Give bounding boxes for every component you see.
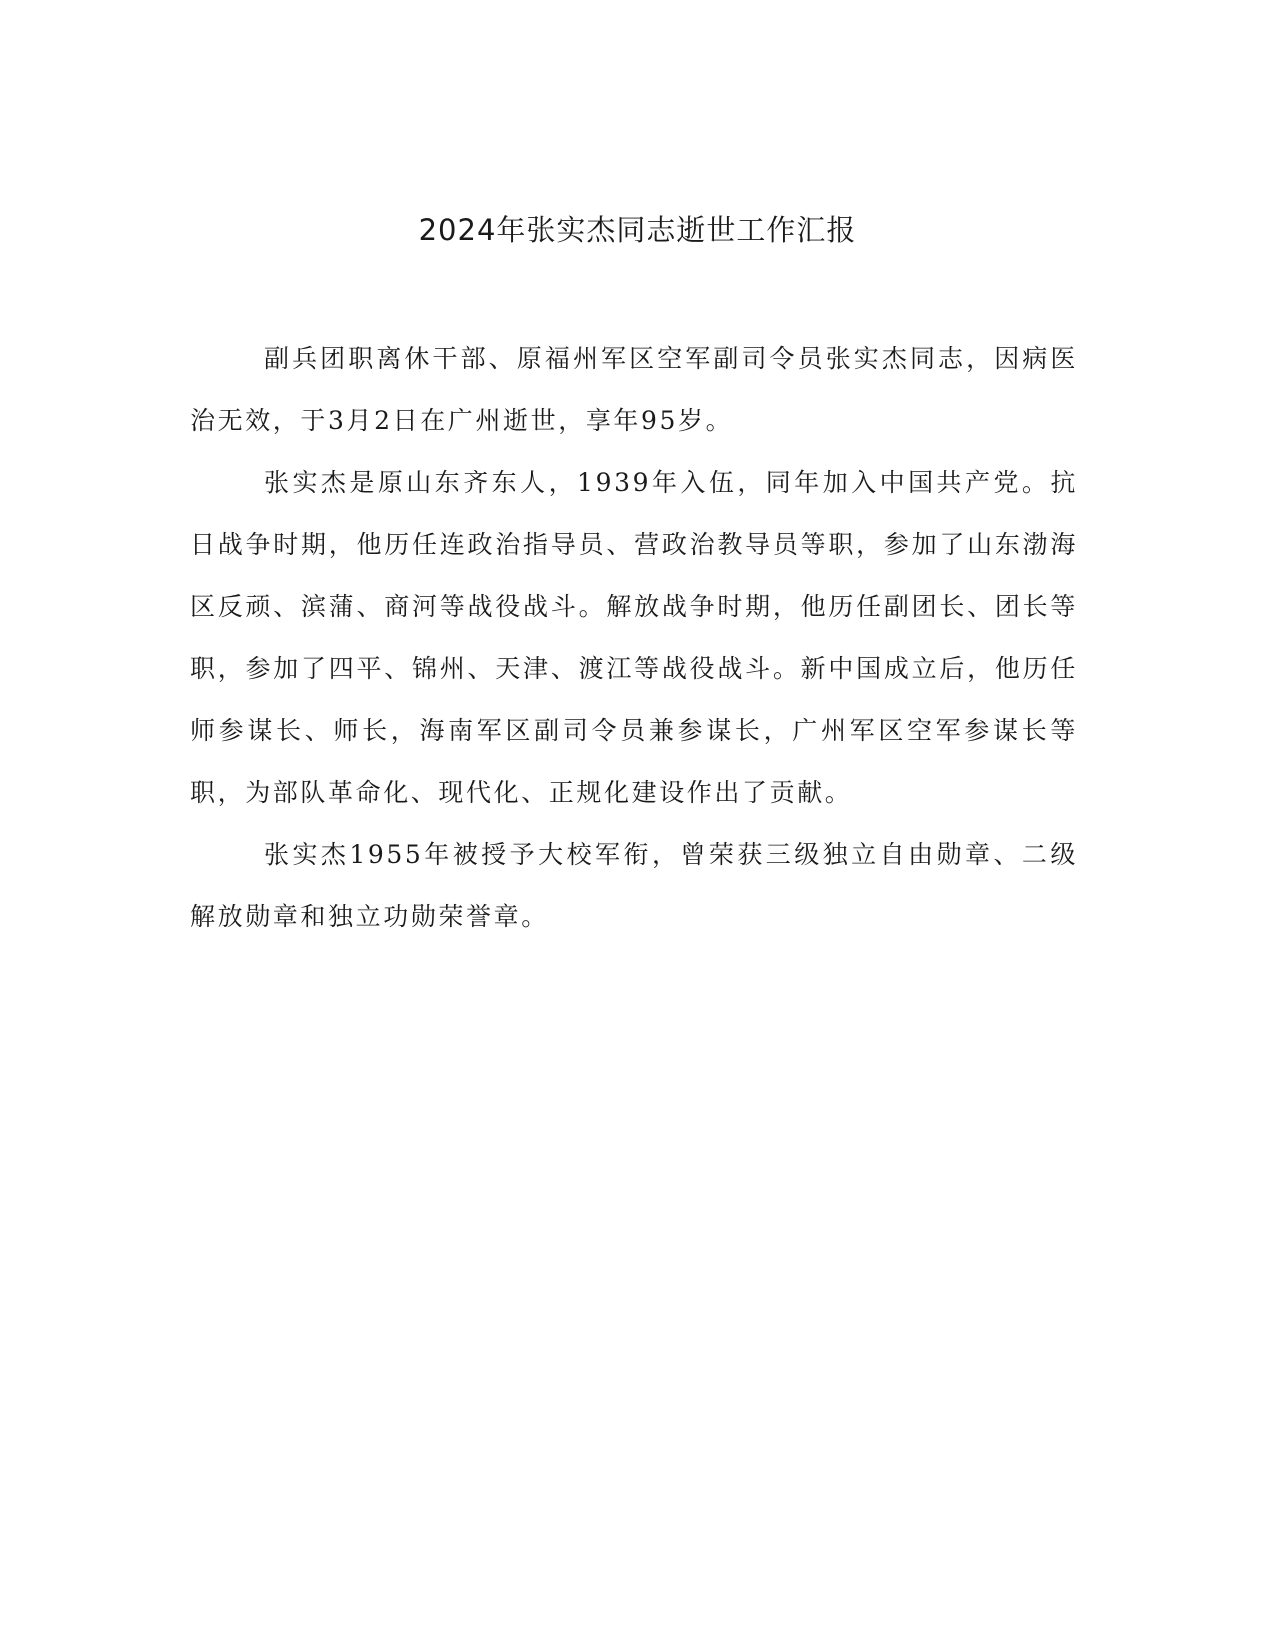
document-title: 2024年张实杰同志逝世工作汇报 (418, 213, 857, 247)
paragraph-honors: 张实杰1955年被授予大校军衔，曾荣获三级独立自由勋章、二级解放勋章和独立功勋荣誉章。 (190, 840, 1078, 931)
paragraph-death-notice: 副兵团职离休干部、原福州军区空军副司令员张实杰同志，因病医治无效，于3月2日在广州逝世，享年95岁。 (190, 344, 1078, 435)
document-body (190, 328, 1078, 948)
paragraph-career-history: 张实杰是原山东齐东人，1939年入伍，同年加入中国共产党。抗日战争时期，他历任连政治指导员、营政治教导员等职，参加了山东渤海区反顽、滨蒲、商河等战役战斗。解放战争时期，他历任副团长、团长等职，参加了四平、锦州、天津、渡江等战役战斗。新中国成立后，他历任师参谋长、师长，海南军区副司令员兼参谋长，广州军区空军参谋长等职，为部队革命化、现代化、正规化建设作出了贡献。 (190, 468, 1078, 807)
